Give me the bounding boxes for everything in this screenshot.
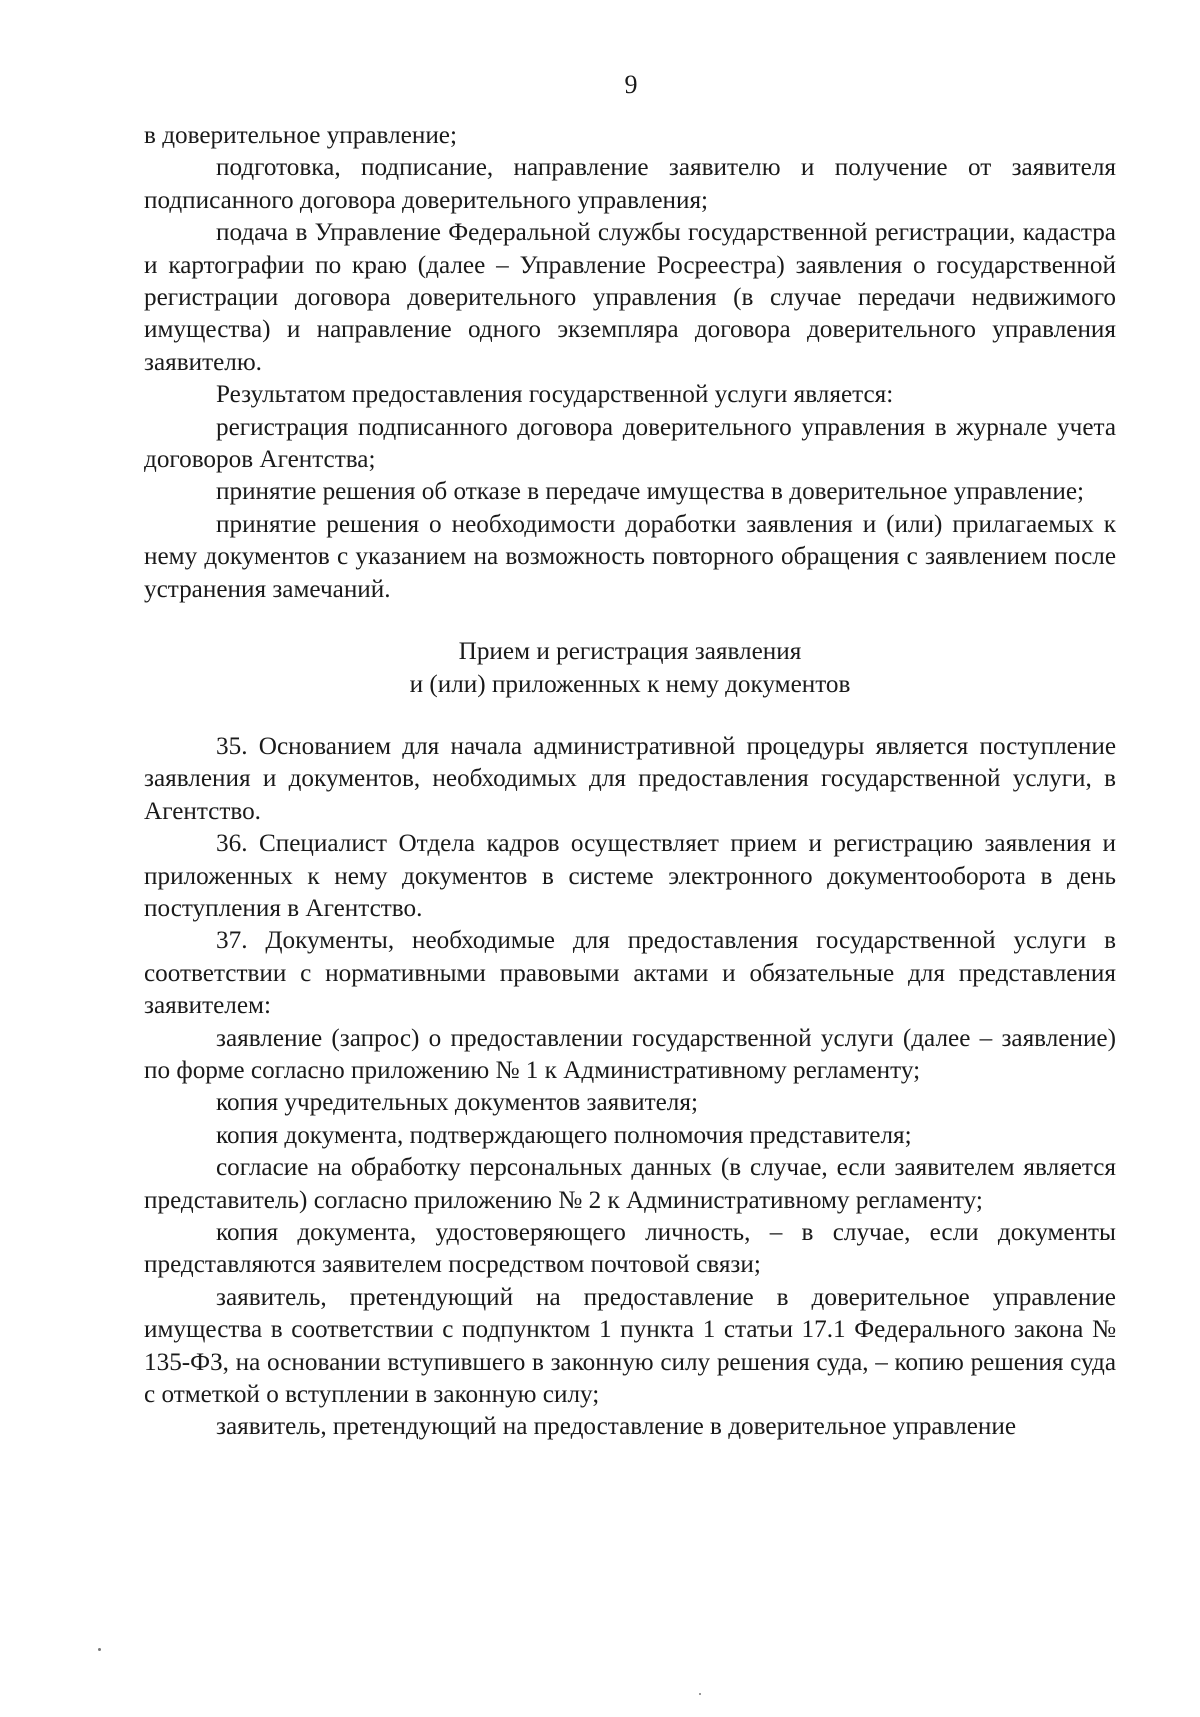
paragraph-item-36: 36. Специалист Отдела кадров осуществляет прием и регистрацию заявления и приложенных к нему документов в системе электронного документооборота в день поступления в Агентство. bbox=[144, 830, 1116, 922]
section-heading-line-1: Прием и регистрация заявления bbox=[458, 638, 802, 666]
scan-speck bbox=[699, 1693, 701, 1695]
paragraph-item-37: 37. Документы, необходимые для предоставления государственной услуги в соответствии с нормативными правовыми актами и обязательные для представления заявителем: bbox=[144, 927, 1116, 1020]
paragraph-continuation: в доверительное управление; bbox=[144, 122, 457, 149]
section-heading bbox=[144, 636, 1116, 701]
paragraph: регистрация подписанного договора доверительного управления в журнале учета договоров Агентства; bbox=[144, 413, 1116, 474]
paragraph: подготовка, подписание, направление заявителю и получение от заявителя подписанного договора доверительного управления; bbox=[144, 154, 1116, 214]
paragraph: подача в Управление Федеральной службы государственной регистрации, кадастра и картографии по краю (далее – Управление Росреестра) заявления о государственной регистрации договора доверительного управления (в случае передачи недвижимого имущества) и направление одного экземпляра договора доверительного управления заявителю. bbox=[144, 219, 1116, 376]
paragraph: заявитель, претендующий на предоставление в доверительное управление имущества в соответствии с подпунктом 1 пункта 1 статьи 17.1 Федерального закона № 135-ФЗ, на основании вступившего в законную силу решения суда, – копию решения суда с отметкой о вступлении в законную силу; bbox=[144, 1283, 1116, 1409]
paragraph: копия документа, удостоверяющего личность, – в случае, если документы представляются заявителем посредством почтовой связи; bbox=[144, 1219, 1116, 1279]
paragraph-truncated: заявитель, претендующий на предоставление в доверительное управление bbox=[216, 1413, 1017, 1441]
paragraph: согласие на обработку персональных данных (в случае, если заявителем является представитель) согласно приложению № 2 к Административному регламенту; bbox=[144, 1154, 1116, 1214]
scan-speck bbox=[98, 1648, 101, 1651]
page-number: 9 bbox=[624, 70, 638, 99]
paragraph-item-35: 35. Основанием для начала административной процедуры является поступление заявления и документов, необходимых для предоставления государственной услуги, в Агентство. bbox=[144, 732, 1116, 825]
paragraph: копия документа, подтверждающего полномочия представителя; bbox=[216, 1121, 912, 1149]
paragraph: копия учредительных документов заявителя; bbox=[216, 1089, 698, 1117]
document-body bbox=[144, 120, 1116, 1444]
paragraph: принятие решения о необходимости доработки заявления и (или) прилагаемых к нему документов с указанием на возможность повторного обращения с заявлением после устранения замечаний. bbox=[144, 510, 1116, 603]
paragraph: заявление (запрос) о предоставлении государственной услуги (далее – заявление) по форме согласно приложению № 1 к Административному регламенту; bbox=[144, 1024, 1116, 1084]
section-heading-line-2: и (или) приложенных к нему документов bbox=[409, 670, 851, 698]
paragraph: принятие решения об отказе в передаче имущества в доверительное управление; bbox=[216, 478, 1085, 506]
paragraph: Результатом предоставления государственной услуги является: bbox=[216, 381, 894, 409]
